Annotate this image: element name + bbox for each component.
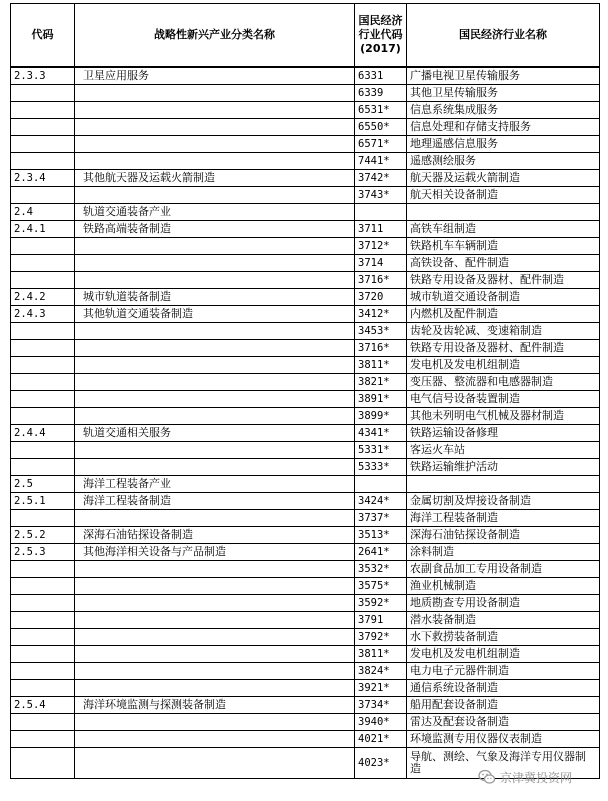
nec-code-cell: 3532* xyxy=(355,561,407,578)
category-name-cell xyxy=(75,272,355,289)
nec-name-cell: 铁路机车车辆制造 xyxy=(407,238,600,255)
nec-name-cell: 导航、测绘、气象及海洋专用仪器制造 xyxy=(407,748,600,779)
code-cell xyxy=(11,323,75,340)
code-cell: 2.5.1 xyxy=(11,493,75,510)
nec-name-cell: 其他未列明电气机械及器材制造 xyxy=(407,408,600,425)
nec-code-cell xyxy=(355,204,407,221)
code-cell xyxy=(11,561,75,578)
table-row xyxy=(11,374,600,391)
nec-name-cell: 航天器及运载火箭制造 xyxy=(407,170,600,187)
table-row xyxy=(11,442,600,459)
table-row xyxy=(11,306,600,323)
table-row xyxy=(11,255,600,272)
nec-name-cell: 发电机及发电机组制造 xyxy=(407,646,600,663)
code-cell xyxy=(11,340,75,357)
code-cell: 2.4.2 xyxy=(11,289,75,306)
category-name-cell xyxy=(75,578,355,595)
category-name-cell xyxy=(75,187,355,204)
nec-name-cell: 潜水装备制造 xyxy=(407,612,600,629)
header-code: 代码 xyxy=(11,4,75,68)
nec-name-cell: 地理遥感信息服务 xyxy=(407,136,600,153)
nec-code-cell: 2641* xyxy=(355,544,407,561)
table-row xyxy=(11,476,600,493)
nec-name-cell: 高铁设备、配件制造 xyxy=(407,255,600,272)
code-cell xyxy=(11,238,75,255)
code-cell: 2.5 xyxy=(11,476,75,493)
nec-code-cell: 3821* xyxy=(355,374,407,391)
nec-code-cell: 3811* xyxy=(355,357,407,374)
code-cell xyxy=(11,102,75,119)
nec-code-cell: 5333* xyxy=(355,459,407,476)
category-name-cell: 轨道交通装备产业 xyxy=(75,204,355,221)
table-row xyxy=(11,561,600,578)
code-cell xyxy=(11,459,75,476)
nec-code-cell: 6550* xyxy=(355,119,407,136)
category-name-cell xyxy=(75,663,355,680)
nec-name-cell: 水下救捞装备制造 xyxy=(407,629,600,646)
nec-code-cell: 6331 xyxy=(355,67,407,85)
table-row xyxy=(11,204,600,221)
category-name-cell xyxy=(75,340,355,357)
code-cell xyxy=(11,374,75,391)
nec-code-cell: 3940* xyxy=(355,714,407,731)
code-cell xyxy=(11,136,75,153)
header-nec-code: 国民经济行业代码(2017) xyxy=(355,4,407,68)
code-cell: 2.5.4 xyxy=(11,697,75,714)
category-name-cell xyxy=(75,408,355,425)
category-name-cell xyxy=(75,646,355,663)
nec-code-cell: 3734* xyxy=(355,697,407,714)
table-row xyxy=(11,544,600,561)
nec-name-cell: 铁路运输设备修理 xyxy=(407,425,600,442)
nec-name-cell: 环境监测专用仪器仪表制造 xyxy=(407,731,600,748)
category-name-cell xyxy=(75,595,355,612)
table-row xyxy=(11,238,600,255)
nec-name-cell xyxy=(407,204,600,221)
table-row xyxy=(11,289,600,306)
category-name-cell xyxy=(75,680,355,697)
code-cell xyxy=(11,187,75,204)
table-row xyxy=(11,272,600,289)
nec-name-cell: 信息处理和存储支持服务 xyxy=(407,119,600,136)
watermark xyxy=(478,766,600,788)
nec-code-cell: 3716* xyxy=(355,272,407,289)
category-name-cell: 其他轨道交通装备制造 xyxy=(75,306,355,323)
code-cell xyxy=(11,629,75,646)
nec-code-cell: 4341* xyxy=(355,425,407,442)
nec-name-cell: 海洋工程装备制造 xyxy=(407,510,600,527)
category-name-cell: 其他航天器及运载火箭制造 xyxy=(75,170,355,187)
nec-code-cell: 3453* xyxy=(355,323,407,340)
code-cell xyxy=(11,731,75,748)
code-cell: 2.4 xyxy=(11,204,75,221)
category-name-cell: 城市轨道装备制造 xyxy=(75,289,355,306)
code-cell xyxy=(11,646,75,663)
nec-code-cell: 3712* xyxy=(355,238,407,255)
code-cell xyxy=(11,255,75,272)
code-cell xyxy=(11,357,75,374)
nec-name-cell: 深海石油钻探设备制造 xyxy=(407,527,600,544)
category-name-cell xyxy=(75,238,355,255)
category-name-cell: 海洋环境监测与探测装备制造 xyxy=(75,697,355,714)
nec-name-cell: 发电机及发电机组制造 xyxy=(407,357,600,374)
table-row xyxy=(11,714,600,731)
table-row xyxy=(11,646,600,663)
nec-code-cell: 5331* xyxy=(355,442,407,459)
category-name-cell xyxy=(75,561,355,578)
nec-name-cell: 电气信号设备装置制造 xyxy=(407,391,600,408)
nec-code-cell: 3714 xyxy=(355,255,407,272)
nec-code-cell: 6531* xyxy=(355,102,407,119)
code-cell xyxy=(11,391,75,408)
nec-code-cell: 3791 xyxy=(355,612,407,629)
nec-code-cell: 3743* xyxy=(355,187,407,204)
nec-name-cell: 城市轨道交通设备制造 xyxy=(407,289,600,306)
nec-code-cell: 3792* xyxy=(355,629,407,646)
nec-code-cell: 3811* xyxy=(355,646,407,663)
nec-name-cell: 涂料制造 xyxy=(407,544,600,561)
category-name-cell: 铁路高端装备制造 xyxy=(75,221,355,238)
code-cell: 2.4.1 xyxy=(11,221,75,238)
code-cell: 2.3.3 xyxy=(11,67,75,85)
category-name-cell xyxy=(75,510,355,527)
nec-name-cell: 遥感测绘服务 xyxy=(407,153,600,170)
nec-code-cell: 4023* xyxy=(355,748,407,779)
code-cell: 2.5.2 xyxy=(11,527,75,544)
nec-code-cell: 3921* xyxy=(355,680,407,697)
nec-code-cell: 7441* xyxy=(355,153,407,170)
category-name-cell xyxy=(75,442,355,459)
nec-name-cell: 信息系统集成服务 xyxy=(407,102,600,119)
category-name-cell xyxy=(75,391,355,408)
category-name-cell xyxy=(75,748,355,779)
code-cell xyxy=(11,748,75,779)
category-name-cell xyxy=(75,136,355,153)
nec-code-cell: 3891* xyxy=(355,391,407,408)
table-body xyxy=(11,67,600,779)
category-name-cell: 轨道交通相关服务 xyxy=(75,425,355,442)
nec-code-cell: 3742* xyxy=(355,170,407,187)
table-row xyxy=(11,731,600,748)
category-name-cell xyxy=(75,153,355,170)
nec-name-cell: 齿轮及齿轮减、变速箱制造 xyxy=(407,323,600,340)
category-name-cell: 其他海洋相关设备与产品制造 xyxy=(75,544,355,561)
nec-code-cell: 3424* xyxy=(355,493,407,510)
table-row xyxy=(11,408,600,425)
watermark-text: 京津冀投资网 xyxy=(500,770,573,785)
nec-name-cell: 金属切割及焊接设备制造 xyxy=(407,493,600,510)
table-row xyxy=(11,187,600,204)
category-name-cell: 卫星应用服务 xyxy=(75,67,355,85)
code-cell: 2.4.3 xyxy=(11,306,75,323)
table-row xyxy=(11,595,600,612)
code-cell xyxy=(11,680,75,697)
table-row xyxy=(11,323,600,340)
nec-name-cell: 渔业机械制造 xyxy=(407,578,600,595)
code-cell xyxy=(11,595,75,612)
category-name-cell xyxy=(75,459,355,476)
code-cell: 2.4.4 xyxy=(11,425,75,442)
nec-name-cell: 客运火车站 xyxy=(407,442,600,459)
code-cell xyxy=(11,578,75,595)
code-cell xyxy=(11,408,75,425)
nec-name-cell: 其他卫星传输服务 xyxy=(407,85,600,102)
nec-code-cell: 4021* xyxy=(355,731,407,748)
code-cell xyxy=(11,153,75,170)
category-name-cell xyxy=(75,731,355,748)
nec-name-cell: 铁路专用设备及器材、配件制造 xyxy=(407,272,600,289)
nec-code-cell xyxy=(355,476,407,493)
table-row xyxy=(11,493,600,510)
table-row xyxy=(11,153,600,170)
nec-name-cell xyxy=(407,476,600,493)
category-name-cell xyxy=(75,102,355,119)
code-cell: 2.5.3 xyxy=(11,544,75,561)
nec-code-cell: 3575* xyxy=(355,578,407,595)
table-row xyxy=(11,340,600,357)
table-row xyxy=(11,510,600,527)
nec-name-cell: 船用配套设备制造 xyxy=(407,697,600,714)
code-cell xyxy=(11,510,75,527)
table-row xyxy=(11,629,600,646)
nec-name-cell: 地质勘查专用设备制造 xyxy=(407,595,600,612)
category-name-cell xyxy=(75,374,355,391)
industry-classification-table xyxy=(10,3,600,779)
table-header-row xyxy=(11,4,600,68)
table-row xyxy=(11,221,600,238)
nec-code-cell: 6571* xyxy=(355,136,407,153)
table-row xyxy=(11,67,600,85)
table-row xyxy=(11,697,600,714)
category-name-cell xyxy=(75,119,355,136)
nec-name-cell: 内燃机及配件制造 xyxy=(407,306,600,323)
table-row xyxy=(11,119,600,136)
nec-code-cell: 3899* xyxy=(355,408,407,425)
nec-name-cell: 变压器、整流器和电感器制造 xyxy=(407,374,600,391)
category-name-cell xyxy=(75,612,355,629)
table-row xyxy=(11,578,600,595)
header-category: 战略性新兴产业分类名称 xyxy=(75,4,355,68)
category-name-cell xyxy=(75,255,355,272)
category-name-cell xyxy=(75,714,355,731)
table-row xyxy=(11,612,600,629)
table-row xyxy=(11,136,600,153)
nec-code-cell: 3412* xyxy=(355,306,407,323)
table-row xyxy=(11,85,600,102)
header-nec-name: 国民经济行业名称 xyxy=(407,4,600,68)
nec-code-cell: 3592* xyxy=(355,595,407,612)
category-name-cell xyxy=(75,357,355,374)
nec-name-cell: 铁路运输维护活动 xyxy=(407,459,600,476)
nec-name-cell: 通信系统设备制造 xyxy=(407,680,600,697)
nec-code-cell: 6339 xyxy=(355,85,407,102)
code-cell xyxy=(11,714,75,731)
nec-code-cell: 3720 xyxy=(355,289,407,306)
nec-code-cell: 3824* xyxy=(355,663,407,680)
category-name-cell xyxy=(75,323,355,340)
nec-name-cell: 高铁车组制造 xyxy=(407,221,600,238)
code-cell: 2.3.4 xyxy=(11,170,75,187)
code-cell xyxy=(11,442,75,459)
nec-name-cell: 航天相关设备制造 xyxy=(407,187,600,204)
nec-code-cell: 3737* xyxy=(355,510,407,527)
table-row xyxy=(11,680,600,697)
category-name-cell: 海洋工程装备制造 xyxy=(75,493,355,510)
table-row xyxy=(11,357,600,374)
category-name-cell: 海洋工程装备产业 xyxy=(75,476,355,493)
table-row xyxy=(11,663,600,680)
wechat-icon xyxy=(478,768,496,786)
nec-name-cell: 农副食品加工专用设备制造 xyxy=(407,561,600,578)
category-name-cell xyxy=(75,85,355,102)
code-cell xyxy=(11,612,75,629)
nec-code-cell: 3716* xyxy=(355,340,407,357)
nec-code-cell: 3711 xyxy=(355,221,407,238)
code-cell xyxy=(11,119,75,136)
nec-name-cell: 铁路专用设备及器材、配件制造 xyxy=(407,340,600,357)
table-row xyxy=(11,391,600,408)
code-cell xyxy=(11,272,75,289)
table-row xyxy=(11,170,600,187)
nec-name-cell: 电力电子元器件制造 xyxy=(407,663,600,680)
code-cell xyxy=(11,663,75,680)
table-row xyxy=(11,102,600,119)
nec-name-cell: 广播电视卫星传输服务 xyxy=(407,67,600,85)
category-name-cell xyxy=(75,629,355,646)
table-row xyxy=(11,527,600,544)
table-row xyxy=(11,425,600,442)
code-cell xyxy=(11,85,75,102)
nec-code-cell: 3513* xyxy=(355,527,407,544)
category-name-cell: 深海石油钻探设备制造 xyxy=(75,527,355,544)
nec-name-cell: 雷达及配套设备制造 xyxy=(407,714,600,731)
table-row xyxy=(11,459,600,476)
